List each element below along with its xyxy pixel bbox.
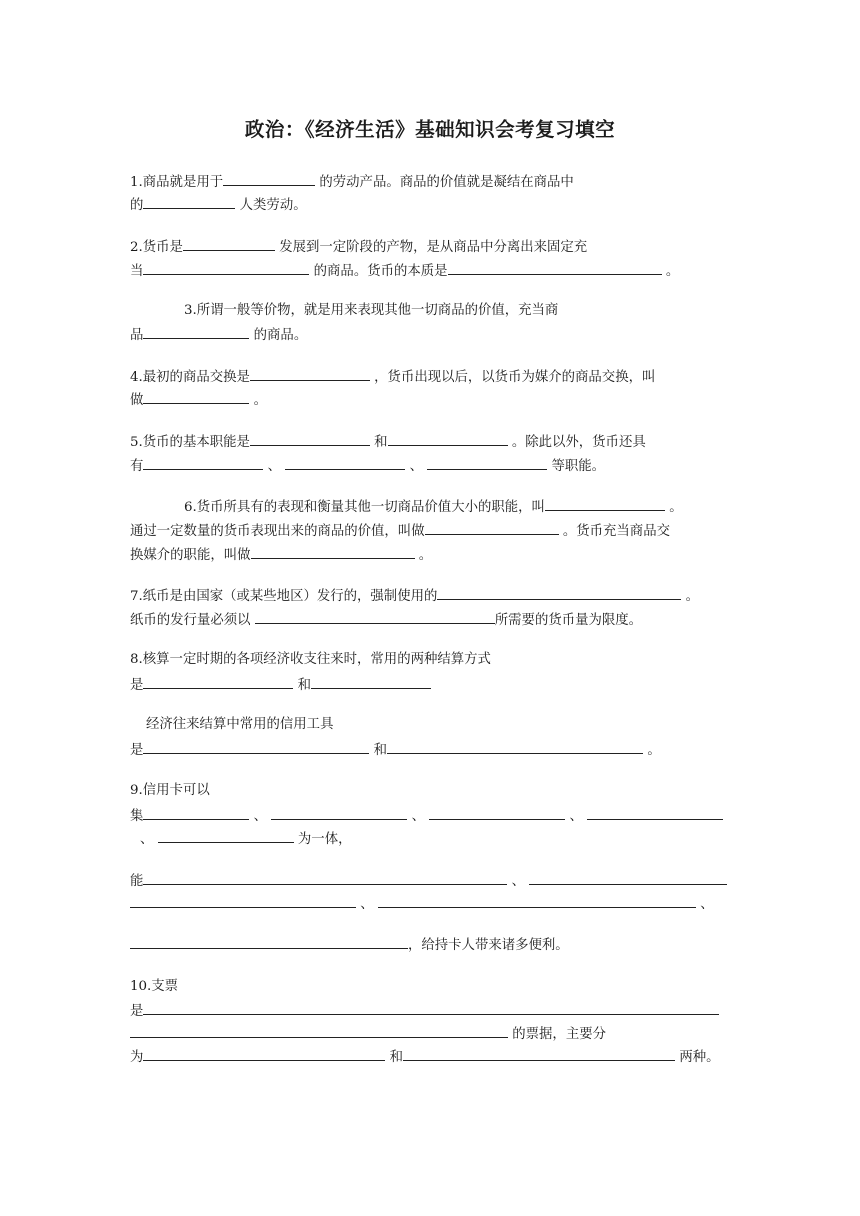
- question-8-line-2: [130, 675, 431, 695]
- q7-blank-2[interactable]: [255, 610, 495, 624]
- q9-blank-10[interactable]: [130, 935, 408, 949]
- question-2-line-2: [130, 261, 679, 281]
- q7-text-a: 7.纸币是由国家（或某些地区）发行的，强制使用的: [130, 589, 438, 604]
- question-8-line-3: 经济往来结算中常用的信用工具: [146, 717, 334, 732]
- q1-text-a: 1.商品就是用于: [130, 175, 224, 190]
- q2-text-b: 发展到一定阶段的产物，是从商品中分离出来固定充: [279, 240, 588, 255]
- q10-text-a: 是: [130, 1004, 144, 1019]
- question-4-line-2: [130, 390, 267, 410]
- question-9-line-6: [130, 935, 569, 955]
- q8-blank-3[interactable]: [143, 740, 369, 754]
- q9-text-e: 、: [140, 832, 154, 847]
- q5-blank-2[interactable]: [388, 432, 508, 446]
- q8-text-d: 和: [373, 743, 388, 758]
- question-1-line-1: [130, 172, 574, 192]
- q4-text-b: ，货币出现以后，以货币为媒介的商品交换，叫: [374, 370, 656, 385]
- q5-text-a: 5.货币的基本职能是: [130, 435, 250, 450]
- q8-text-e: 。: [647, 743, 661, 758]
- question-9-line-3: [140, 829, 351, 849]
- question-7-line-1: [130, 586, 699, 606]
- q8-text-b: 和: [297, 678, 312, 693]
- q10-text-c: 为: [130, 1050, 144, 1065]
- q4-blank-2[interactable]: [143, 390, 249, 404]
- q9-text-j: 、: [700, 897, 714, 912]
- q6-text-f: 。: [418, 548, 433, 563]
- q8-text-c: 是: [130, 743, 144, 758]
- question-8-line-1: 8.核算一定时期的各项经济收支往来时，常用的两种结算方式: [130, 652, 491, 667]
- question-3-line-1: 3.所谓一般等价物，就是用来表现其他一切商品的价值，充当商: [184, 303, 559, 318]
- q6-text-e: 换媒介的职能，叫做: [130, 548, 251, 563]
- q8-blank-2[interactable]: [311, 675, 431, 689]
- q1-text-d: 人类劳动。: [239, 198, 307, 213]
- q10-text-e: 两种。: [679, 1050, 720, 1065]
- q10-blank-3[interactable]: [143, 1047, 385, 1061]
- question-5-line-2: [130, 456, 605, 476]
- q9-text-c: 、: [411, 809, 425, 824]
- q9-blank-9[interactable]: [378, 894, 696, 908]
- q5-text-g: 等职能。: [551, 459, 606, 474]
- q5-text-d: 有: [130, 459, 144, 474]
- q4-text-d: 。: [253, 393, 268, 408]
- q9-text-h: 、: [511, 874, 526, 889]
- q6-text-c: 通过一定数量的货币表现出来的商品的价值，叫做: [130, 524, 425, 539]
- page-title: 政治：《经济生活》基础知识会考复习填空: [244, 118, 616, 141]
- q10-text-b: 的票据，主要分: [512, 1027, 606, 1042]
- q6-blank-1[interactable]: [545, 497, 665, 511]
- question-8-line-4: [130, 740, 661, 760]
- q3-text-a: 品: [130, 328, 144, 343]
- q6-text-d: 。货币充当商品交: [562, 524, 670, 539]
- q10-blank-4[interactable]: [403, 1047, 675, 1061]
- question-3-line-2: [130, 325, 307, 345]
- question-10-line-4: [130, 1047, 719, 1067]
- q2-text-a: 2.货币是: [130, 240, 183, 255]
- question-9-line-5: [130, 894, 714, 914]
- question-6-line-3: [130, 545, 432, 565]
- q8-blank-1[interactable]: [143, 675, 293, 689]
- q9-blank-8[interactable]: [130, 894, 356, 908]
- q3-text-b: 的商品。: [253, 328, 308, 343]
- q9-text-a: 集: [130, 809, 144, 824]
- q5-text-f: 、: [409, 459, 423, 474]
- q5-text-c: 。除此以外，货币还具: [511, 435, 646, 450]
- q9-text-g: 能: [130, 874, 144, 889]
- q9-blank-3[interactable]: [429, 806, 565, 820]
- q9-blank-7[interactable]: [529, 871, 727, 885]
- question-1-line-2: [130, 195, 307, 215]
- q7-text-b: 。: [685, 589, 700, 604]
- q6-text-b: 。: [669, 500, 683, 515]
- q6-blank-3[interactable]: [251, 545, 415, 559]
- q1-text-b: 的劳动产品。商品的价值就是凝结在商品中: [319, 175, 574, 190]
- q9-text-b: 、: [253, 809, 268, 824]
- q5-blank-4[interactable]: [285, 456, 405, 470]
- question-10-line-3: [130, 1024, 606, 1044]
- q10-blank-2[interactable]: [130, 1024, 508, 1038]
- q9-text-f: 为一体，: [297, 832, 352, 847]
- q5-text-b: 和: [374, 435, 388, 450]
- q1-blank-1[interactable]: [223, 172, 315, 186]
- q9-blank-5[interactable]: [158, 829, 294, 843]
- q2-text-d: 的商品。货币的本质是: [313, 264, 448, 279]
- question-10-line-1: 10.支票: [130, 979, 179, 994]
- q1-blank-2[interactable]: [143, 195, 235, 209]
- q8-blank-4[interactable]: [387, 740, 643, 754]
- q2-blank-3[interactable]: [448, 261, 662, 275]
- question-6-line-1: [184, 497, 683, 517]
- q1-text-c: 的: [130, 198, 144, 213]
- q7-text-c: 纸币的发行量必须以: [130, 613, 251, 628]
- question-6-line-2: [130, 521, 670, 541]
- q9-text-d: 、: [569, 809, 583, 824]
- q4-text-c: 做: [130, 393, 144, 408]
- q5-blank-1[interactable]: [250, 432, 370, 446]
- question-10-line-2: [130, 1001, 719, 1021]
- q4-text-a: 4.最初的商品交换是: [130, 370, 250, 385]
- question-2-line-1: [130, 237, 587, 257]
- q5-blank-3[interactable]: [143, 456, 263, 470]
- q6-blank-2[interactable]: [425, 521, 559, 535]
- q10-blank-1[interactable]: [143, 1001, 719, 1015]
- q9-blank-6[interactable]: [143, 871, 507, 885]
- question-4-line-1: [130, 367, 655, 387]
- q9-text-k: ，给持卡人带来诸多便利。: [408, 938, 569, 953]
- q2-blank-2[interactable]: [143, 261, 309, 275]
- question-5-line-1: [130, 432, 646, 452]
- q2-blank-1[interactable]: [183, 237, 275, 251]
- q7-blank-1[interactable]: [437, 586, 681, 600]
- question-9-line-2: [130, 806, 723, 826]
- q9-blank-4[interactable]: [587, 806, 723, 820]
- q5-text-e: 、: [267, 459, 282, 474]
- q6-text-a: 6.货币所具有的表现和衡量其他一切商品价值大小的职能，叫: [184, 500, 545, 515]
- q4-blank-1[interactable]: [250, 367, 370, 381]
- q2-text-c: 当: [130, 264, 144, 279]
- q3-blank-1[interactable]: [143, 325, 249, 339]
- q9-blank-2[interactable]: [271, 806, 407, 820]
- q9-text-i: 、: [360, 897, 374, 912]
- question-7-line-2: [130, 610, 642, 630]
- q2-text-e: 。: [665, 264, 680, 279]
- q9-blank-1[interactable]: [143, 806, 249, 820]
- q5-blank-5[interactable]: [427, 456, 547, 470]
- q7-text-d: 所需要的货币量为限度。: [494, 613, 643, 628]
- q8-text-a: 是: [130, 678, 144, 693]
- question-9-line-1: 9.信用卡可以: [130, 783, 210, 798]
- question-9-line-4: [130, 871, 727, 891]
- q10-text-d: 和: [389, 1050, 404, 1065]
